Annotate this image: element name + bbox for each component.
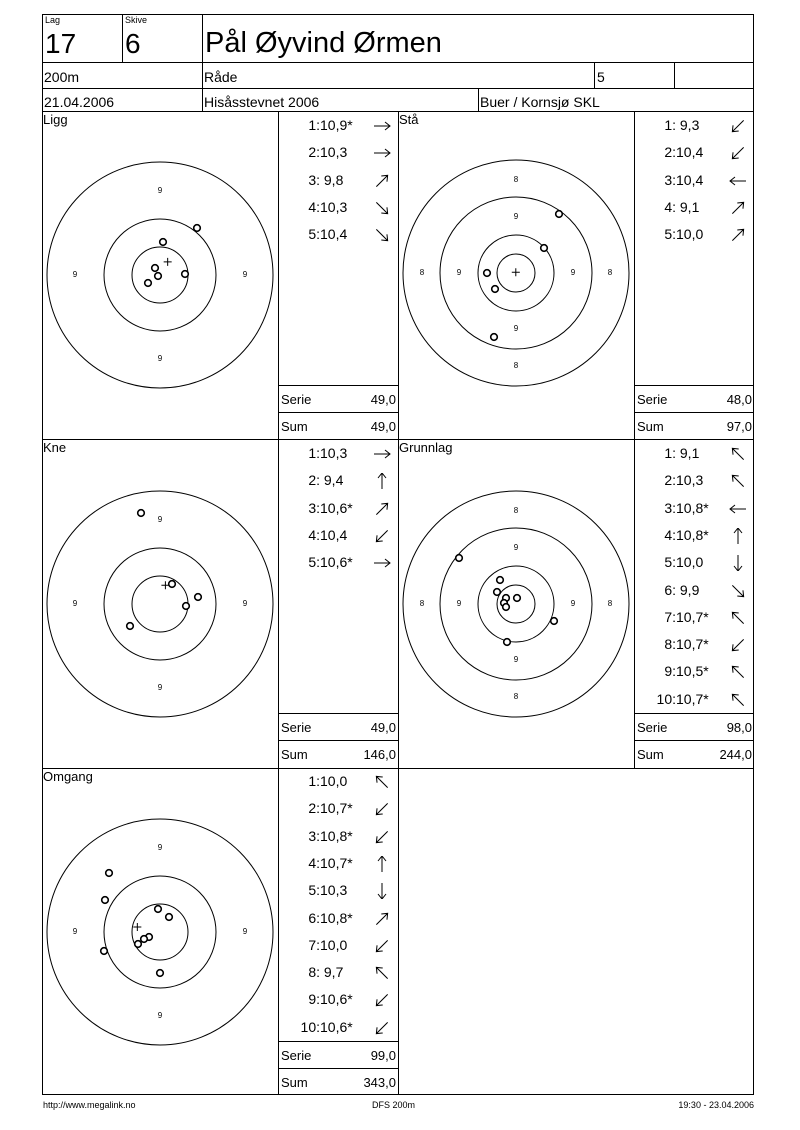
shot-value: 10,7* bbox=[676, 690, 709, 707]
shot-value: 10,7* bbox=[676, 636, 709, 653]
divider bbox=[278, 111, 279, 1095]
divider bbox=[634, 740, 754, 741]
direction-arrow-icon bbox=[726, 118, 750, 134]
shot-row bbox=[300, 882, 362, 898]
lag-label: Lag bbox=[45, 15, 61, 25]
shot-row bbox=[656, 226, 718, 242]
direction-arrow-icon bbox=[370, 501, 394, 517]
direction-arrow-icon bbox=[726, 528, 750, 544]
ring-label: 8 bbox=[513, 692, 519, 702]
ring-label: 9 bbox=[72, 927, 78, 937]
divider bbox=[278, 1041, 398, 1042]
section-title-kne: Kne bbox=[43, 440, 67, 455]
sum-value-grunnlag: 244,0 bbox=[719, 747, 752, 762]
direction-arrow-icon bbox=[370, 856, 394, 872]
direction-arrow-icon bbox=[370, 473, 394, 489]
shot-number: 2: bbox=[308, 472, 320, 489]
section-title-omgang: Omgang bbox=[43, 769, 93, 784]
date: 21.04.2006 bbox=[44, 94, 115, 110]
shot-row bbox=[656, 144, 718, 160]
divider bbox=[42, 88, 754, 89]
section-title-grunnlag: Grunnlag bbox=[399, 440, 453, 455]
shot-hit bbox=[492, 286, 499, 293]
footer-center: DFS 200m bbox=[372, 1100, 416, 1110]
shot-row bbox=[656, 636, 718, 652]
direction-arrow-icon bbox=[726, 473, 750, 489]
shot-row bbox=[300, 937, 362, 953]
footer-timestamp: 19:30 - 23.04.2006 bbox=[678, 1100, 754, 1110]
shot-value: 10,0 bbox=[676, 554, 704, 571]
shot-hit bbox=[503, 604, 510, 611]
shot-number: 2: bbox=[308, 144, 320, 161]
shot-number: 1: bbox=[664, 445, 676, 461]
shot-value: 10,7* bbox=[320, 800, 353, 817]
shot-number: 1: bbox=[308, 117, 320, 133]
shot-number: 3: bbox=[308, 499, 320, 516]
shot-number: 9: bbox=[664, 663, 676, 680]
shot-value: 10,6* bbox=[320, 991, 353, 1008]
shot-number: 3: bbox=[664, 499, 676, 516]
shot-row bbox=[656, 691, 718, 707]
skive-value: 6 bbox=[125, 28, 141, 59]
sum-value-kne: 146,0 bbox=[363, 747, 396, 762]
ring-label: 8 bbox=[513, 361, 519, 371]
serie-value-kne: 49,0 bbox=[370, 720, 396, 735]
direction-arrow-icon bbox=[726, 227, 750, 243]
shot-hit bbox=[551, 618, 558, 625]
divider bbox=[478, 88, 479, 111]
shot-row bbox=[656, 500, 718, 516]
shot-number: 5: bbox=[308, 226, 320, 243]
target-ligg bbox=[46, 161, 274, 389]
shot-value: 10,9* bbox=[320, 117, 353, 133]
divider bbox=[398, 768, 399, 1095]
shot-row bbox=[656, 554, 718, 570]
shot-row bbox=[300, 1019, 362, 1035]
shot-number: 4: bbox=[664, 526, 676, 543]
shot-hit bbox=[157, 970, 164, 977]
shot-number: 3: bbox=[664, 171, 676, 188]
shot-hit bbox=[194, 225, 201, 232]
direction-arrow-icon bbox=[370, 801, 394, 817]
direction-arrow-icon bbox=[726, 501, 750, 517]
shot-number: 5: bbox=[664, 554, 676, 571]
direction-arrow-icon bbox=[726, 200, 750, 216]
shot-hit bbox=[195, 594, 202, 601]
direction-arrow-icon bbox=[370, 938, 394, 954]
shot-number: 3: bbox=[308, 827, 320, 844]
shot-row bbox=[300, 554, 362, 570]
shot-value: 9,7 bbox=[320, 964, 344, 981]
direction-arrow-icon bbox=[370, 555, 394, 571]
divider bbox=[278, 1068, 398, 1069]
direction-arrow-icon bbox=[726, 637, 750, 653]
direction-arrow-icon bbox=[726, 610, 750, 626]
place: Råde bbox=[204, 69, 238, 85]
ring-label: 8 bbox=[607, 599, 613, 609]
shot-value: 9,1 bbox=[676, 445, 700, 461]
shot-row bbox=[300, 117, 362, 133]
shot-value: 9,1 bbox=[676, 198, 700, 215]
shot-row bbox=[300, 910, 362, 926]
shot-value: 10,3 bbox=[320, 198, 348, 215]
ring-label: 9 bbox=[157, 843, 163, 853]
shot-hit bbox=[145, 280, 152, 287]
direction-arrow-icon bbox=[370, 911, 394, 927]
target-ring bbox=[104, 548, 216, 660]
shot-hit bbox=[127, 623, 134, 630]
skive-label: Skive bbox=[125, 15, 148, 25]
shot-number: 5: bbox=[664, 226, 676, 243]
ring-label: 9 bbox=[242, 270, 248, 280]
shot-row bbox=[300, 991, 362, 1007]
ring-label: 9 bbox=[157, 515, 163, 525]
shot-value: 10,8* bbox=[676, 499, 709, 516]
shot-value: 9,3 bbox=[676, 117, 700, 133]
shot-row bbox=[300, 527, 362, 543]
shot-number: 6: bbox=[308, 909, 320, 926]
shot-value: 10,8* bbox=[320, 909, 353, 926]
shot-value: 9,8 bbox=[320, 171, 344, 188]
serie-label: Serie bbox=[637, 392, 668, 407]
divider bbox=[202, 14, 203, 62]
shot-number: 1: bbox=[308, 773, 320, 789]
ring-label: 9 bbox=[72, 270, 78, 280]
direction-arrow-icon bbox=[370, 227, 394, 243]
shot-value: 10,6* bbox=[320, 499, 353, 516]
ring-label: 9 bbox=[513, 212, 519, 222]
sum-label: Sum bbox=[281, 1075, 308, 1090]
shot-value: 10,4 bbox=[676, 144, 704, 161]
divider bbox=[278, 713, 398, 714]
ring-label: 8 bbox=[419, 268, 425, 278]
direction-arrow-icon bbox=[726, 555, 750, 571]
serie-label: Serie bbox=[281, 1048, 312, 1063]
ring-label: 9 bbox=[72, 599, 78, 609]
direction-arrow-icon bbox=[370, 446, 394, 462]
shot-number: 10: bbox=[656, 690, 676, 707]
shot-number: 2: bbox=[308, 800, 320, 817]
direction-arrow-icon bbox=[370, 965, 394, 981]
shot-number: 8: bbox=[664, 636, 676, 653]
shot-number: 5: bbox=[308, 882, 320, 899]
shot-row bbox=[300, 773, 362, 789]
shot-hit bbox=[514, 595, 521, 602]
divider bbox=[202, 62, 203, 88]
shot-value: 9,9 bbox=[676, 581, 700, 598]
shot-row bbox=[300, 800, 362, 816]
target-ring bbox=[403, 491, 629, 717]
event-name: Hisåsstevnet 2006 bbox=[204, 94, 320, 110]
direction-arrow-icon bbox=[370, 118, 394, 134]
serie-value-ligg: 49,0 bbox=[370, 392, 396, 407]
section-title-ligg: Ligg bbox=[43, 112, 68, 127]
shot-value: 10,4 bbox=[320, 226, 348, 243]
shot-value: 10,5* bbox=[676, 663, 709, 680]
shot-value: 10,6* bbox=[320, 554, 353, 571]
shot-number: 3: bbox=[308, 171, 320, 188]
sum-label: Sum bbox=[637, 419, 664, 434]
shot-number: 1: bbox=[664, 117, 676, 133]
shot-number: 6: bbox=[664, 581, 676, 598]
divider bbox=[594, 62, 595, 88]
ring-label: 8 bbox=[513, 506, 519, 516]
shot-number: 4: bbox=[308, 526, 320, 543]
shooter-name: Pål Øyvind Ørmen bbox=[205, 27, 442, 59]
direction-arrow-icon bbox=[370, 145, 394, 161]
shot-row bbox=[300, 855, 362, 871]
sum-value-ligg: 49,0 bbox=[370, 419, 396, 434]
shot-number: 4: bbox=[664, 198, 676, 215]
shot-value: 10,4 bbox=[320, 526, 348, 543]
direction-arrow-icon bbox=[370, 774, 394, 790]
ring-label: 9 bbox=[157, 354, 163, 364]
ring-label: 8 bbox=[513, 175, 519, 185]
shot-row bbox=[300, 472, 362, 488]
shot-hit bbox=[494, 589, 501, 596]
divider bbox=[634, 412, 754, 413]
shot-number: 5: bbox=[308, 554, 320, 571]
shot-value: 10,0 bbox=[320, 773, 348, 789]
shot-number: 8: bbox=[308, 964, 320, 981]
shot-hit bbox=[106, 870, 113, 877]
direction-arrow-icon bbox=[726, 583, 750, 599]
direction-arrow-icon bbox=[370, 883, 394, 899]
shot-value: 10,8* bbox=[320, 827, 353, 844]
shot-hit bbox=[102, 897, 109, 904]
divider bbox=[122, 14, 123, 62]
shot-value: 10,7* bbox=[676, 608, 709, 625]
ring-label: 8 bbox=[607, 268, 613, 278]
serie-value-staa: 48,0 bbox=[726, 392, 752, 407]
divider bbox=[278, 385, 398, 386]
divider bbox=[634, 385, 754, 386]
shot-number: 7: bbox=[664, 608, 676, 625]
ring-label: 9 bbox=[157, 683, 163, 693]
shot-hit bbox=[484, 270, 491, 277]
shot-value: 10,3 bbox=[320, 144, 348, 161]
divider bbox=[278, 740, 398, 741]
shot-row bbox=[300, 226, 362, 242]
shot-row bbox=[300, 445, 362, 461]
shot-value: 10,7* bbox=[320, 854, 353, 871]
shot-number: 2: bbox=[664, 144, 676, 161]
direction-arrow-icon bbox=[726, 692, 750, 708]
ring-label: 9 bbox=[456, 268, 462, 278]
direction-arrow-icon bbox=[370, 829, 394, 845]
target-ring bbox=[132, 576, 188, 632]
divider bbox=[42, 62, 754, 63]
ring-label: 9 bbox=[513, 543, 519, 553]
shot-row bbox=[656, 527, 718, 543]
ring-label: 9 bbox=[242, 599, 248, 609]
sum-label: Sum bbox=[637, 747, 664, 762]
sum-label: Sum bbox=[281, 419, 308, 434]
lag-value: 17 bbox=[45, 28, 77, 59]
ring-label: 9 bbox=[513, 324, 519, 334]
shot-row bbox=[656, 117, 718, 133]
shot-hit bbox=[160, 239, 167, 246]
target-omgang bbox=[46, 818, 274, 1046]
club: Buer / Kornsjø SKL bbox=[480, 94, 600, 110]
shot-row bbox=[300, 144, 362, 160]
serie-label: Serie bbox=[281, 720, 312, 735]
ring-label: 9 bbox=[570, 599, 576, 609]
sum-value-omgang: 343,0 bbox=[363, 1075, 396, 1090]
class: 5 bbox=[597, 69, 605, 85]
shot-hit bbox=[141, 936, 148, 943]
target-ring bbox=[478, 566, 554, 642]
divider bbox=[42, 439, 754, 440]
sum-label: Sum bbox=[281, 747, 308, 762]
serie-value-grunnlag: 98,0 bbox=[726, 720, 752, 735]
serie-label: Serie bbox=[637, 720, 668, 735]
shot-value: 10,0 bbox=[676, 226, 704, 243]
shot-row bbox=[656, 472, 718, 488]
shot-hit bbox=[155, 906, 162, 913]
shot-hit bbox=[456, 555, 463, 562]
shot-row bbox=[300, 500, 362, 516]
shot-value: 10,3 bbox=[320, 882, 348, 899]
shot-number: 2: bbox=[664, 472, 676, 489]
distance: 200m bbox=[44, 69, 80, 85]
footer-url[interactable]: http://www.megalink.no bbox=[43, 1100, 136, 1110]
shot-row bbox=[656, 445, 718, 461]
shot-hit bbox=[556, 211, 563, 218]
divider bbox=[202, 88, 203, 111]
mean-point-cross bbox=[164, 258, 172, 266]
shot-hit bbox=[169, 581, 176, 588]
ring-label: 9 bbox=[513, 655, 519, 665]
direction-arrow-icon bbox=[726, 145, 750, 161]
direction-arrow-icon bbox=[370, 992, 394, 1008]
shot-row bbox=[300, 199, 362, 215]
shot-row bbox=[656, 199, 718, 215]
shot-value: 10,3 bbox=[676, 472, 704, 489]
target-grunnlag bbox=[402, 490, 630, 718]
direction-arrow-icon bbox=[370, 173, 394, 189]
shot-number: 4: bbox=[308, 854, 320, 871]
shot-row bbox=[656, 663, 718, 679]
shot-row bbox=[300, 964, 362, 980]
divider bbox=[634, 713, 754, 714]
divider bbox=[278, 412, 398, 413]
shot-hit bbox=[497, 577, 504, 584]
shot-hit bbox=[183, 603, 190, 610]
direction-arrow-icon bbox=[370, 200, 394, 216]
shot-row bbox=[656, 582, 718, 598]
shot-hit bbox=[155, 273, 162, 280]
mean-point-cross bbox=[512, 268, 520, 276]
direction-arrow-icon bbox=[726, 664, 750, 680]
section-title-staa: Stå bbox=[399, 112, 419, 127]
serie-label: Serie bbox=[281, 392, 312, 407]
shot-row bbox=[656, 609, 718, 625]
direction-arrow-icon bbox=[726, 446, 750, 462]
shot-hit bbox=[138, 510, 145, 517]
ring-label: 9 bbox=[570, 268, 576, 278]
shot-value: 10,6* bbox=[320, 1018, 353, 1035]
shot-value: 9,4 bbox=[320, 472, 344, 489]
shot-value: 10,3 bbox=[320, 445, 348, 461]
shot-value: 10,0 bbox=[320, 936, 348, 953]
direction-arrow-icon bbox=[370, 528, 394, 544]
shot-row bbox=[300, 172, 362, 188]
shot-hit bbox=[152, 265, 159, 272]
mean-point-cross bbox=[133, 923, 141, 931]
shot-hit bbox=[182, 271, 189, 278]
divider bbox=[674, 62, 675, 88]
target-kne bbox=[46, 490, 274, 718]
shot-hit bbox=[166, 914, 173, 921]
target-staa bbox=[402, 159, 630, 387]
direction-arrow-icon bbox=[726, 173, 750, 189]
serie-value-omgang: 99,0 bbox=[370, 1048, 396, 1063]
ring-label: 9 bbox=[157, 1011, 163, 1021]
shot-hit bbox=[101, 948, 108, 955]
shot-hit bbox=[135, 941, 142, 948]
ring-label: 9 bbox=[456, 599, 462, 609]
ring-label: 9 bbox=[242, 927, 248, 937]
sum-value-staa: 97,0 bbox=[726, 419, 752, 434]
shot-number: 1: bbox=[308, 445, 320, 461]
shot-number: 10: bbox=[300, 1018, 320, 1035]
shot-number: 4: bbox=[308, 198, 320, 215]
ring-label: 9 bbox=[157, 186, 163, 196]
shot-hit bbox=[491, 334, 498, 341]
shot-value: 10,8* bbox=[676, 526, 709, 543]
shot-hit bbox=[541, 245, 548, 252]
shot-row bbox=[300, 828, 362, 844]
shot-row bbox=[656, 172, 718, 188]
shot-hit bbox=[504, 639, 511, 646]
shot-number: 9: bbox=[308, 991, 320, 1008]
direction-arrow-icon bbox=[370, 1020, 394, 1036]
shot-number: 7: bbox=[308, 936, 320, 953]
shot-value: 10,4 bbox=[676, 171, 704, 188]
ring-label: 8 bbox=[419, 599, 425, 609]
